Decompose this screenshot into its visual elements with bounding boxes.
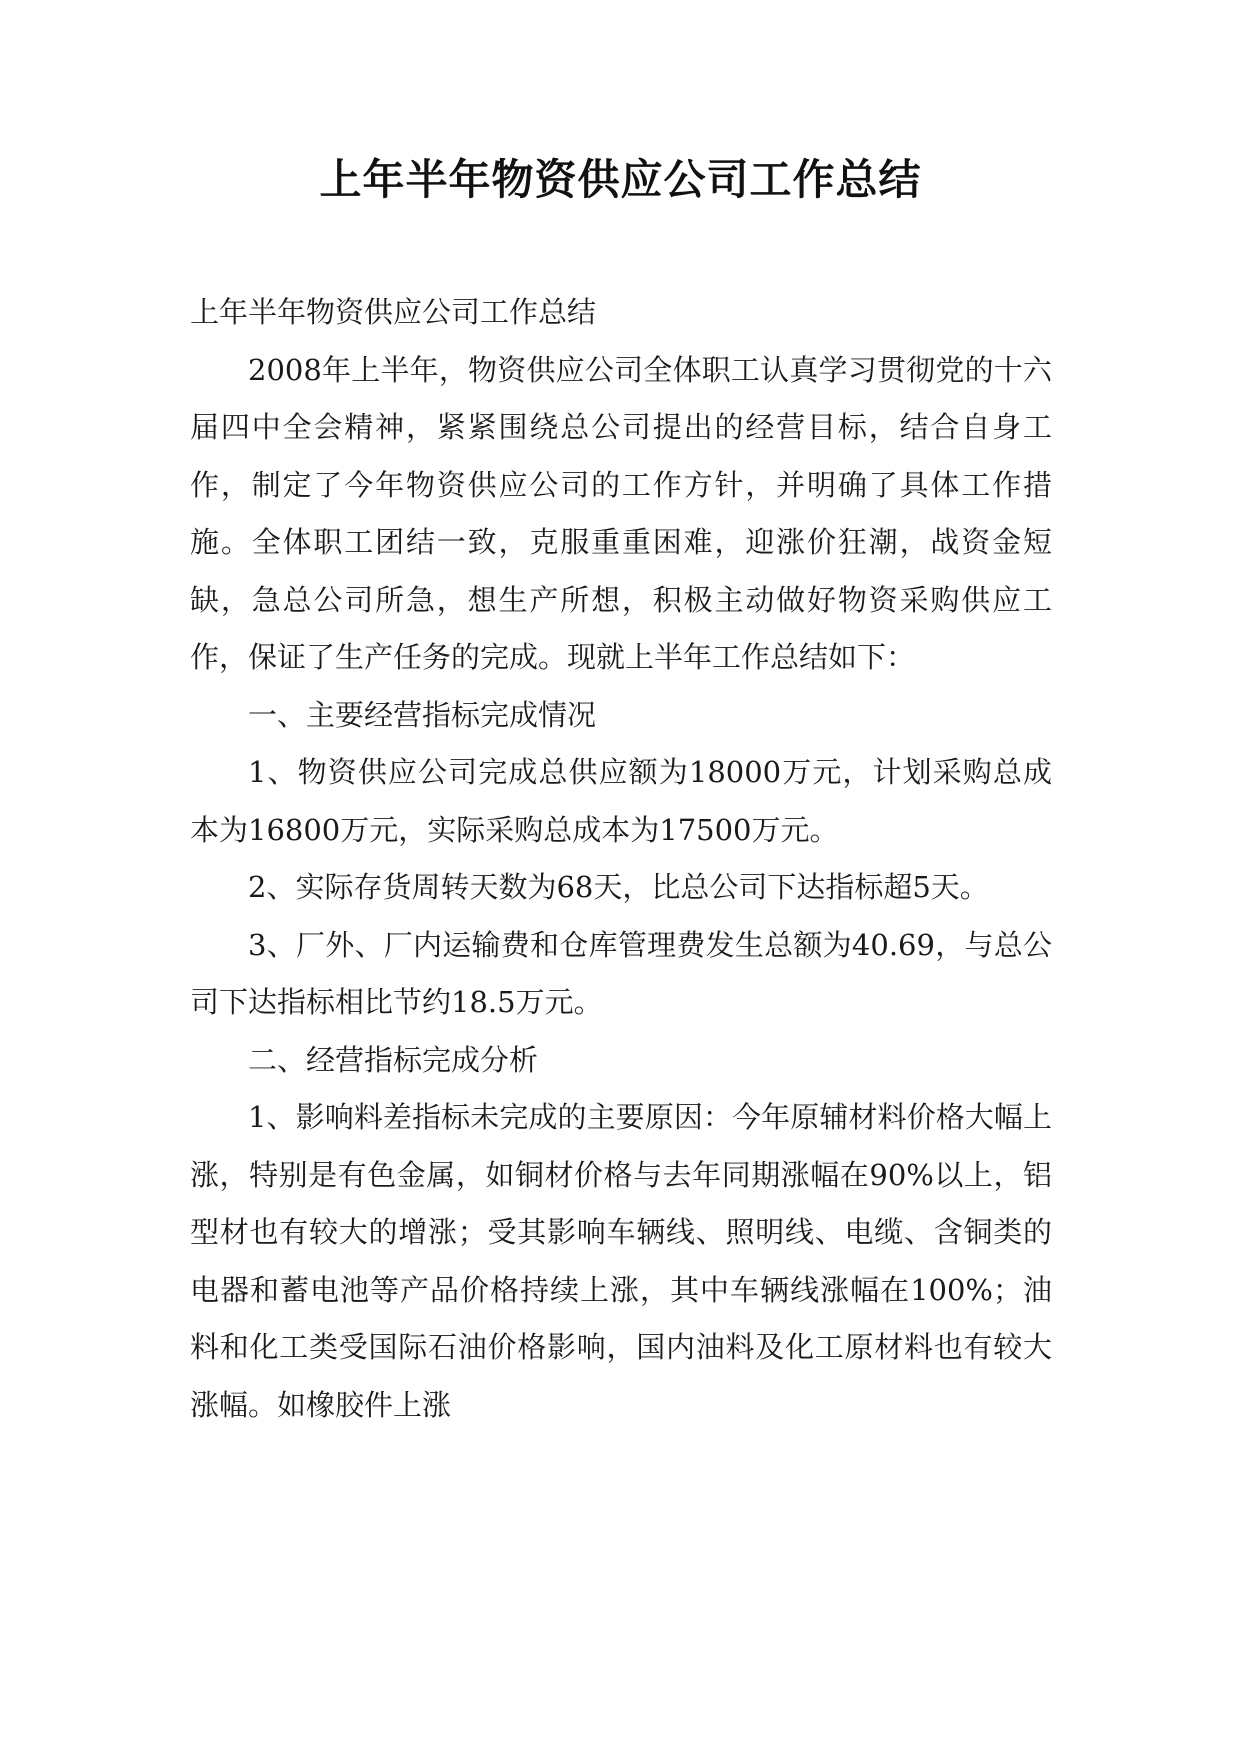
body-paragraph: 1、物资供应公司完成总供应额为18000万元，计划采购总成本为16800万元，实际采购总成本为17500万元。 — [190, 755, 1052, 847]
subtitle-paragraph: 上年半年物资供应公司工作总结 — [190, 295, 597, 329]
intro-paragraph: 2008年上半年，物资供应公司全体职工认真学习贯彻党的十六届四中全会精神，紧紧围绕总公司提出的经营目标，结合自身工作，制定了今年物资供应公司的工作方针，并明确了具体工作措施。全体职工团结一致，克服重重困难，迎涨价狂潮，战资金短缺，急总公司所急，想生产所想，积极主动做好物资采购供应工作，保证了生产任务的完成。现就上半年工作总结如下： — [190, 352, 1052, 674]
section-heading-2: 二、经营指标完成分析 — [248, 1042, 539, 1077]
body-paragraph: 1、影响料差指标未完成的主要原因：今年原辅材料价格大幅上涨，特别是有色金属，如铜材价格与去年同期涨幅在90%以上，铝型材也有较大的增涨；受其影响车辆线、照明线、电缆、含铜类的电器和蓄电池等产品价格持续上涨，其中车辆线涨幅在100%；油料和化工类受国际石油价格影响，国内油料及化工原材料也有较大涨幅。如橡胶件上涨 — [190, 1100, 1052, 1422]
body-paragraph: 3、厂外、厂内运输费和仓库管理费发生总额为40.69，与总公司下达指标相比节约18.5万元。 — [190, 927, 1052, 1019]
document-body — [190, 284, 1052, 1434]
body-paragraph: 2、实际存货周转天数为68天，比总公司下达指标超5天。 — [248, 870, 989, 904]
section-heading-1: 一、主要经营指标完成情况 — [248, 697, 597, 732]
document-title: 上年半年物资供应公司工作总结 — [319, 155, 922, 204]
